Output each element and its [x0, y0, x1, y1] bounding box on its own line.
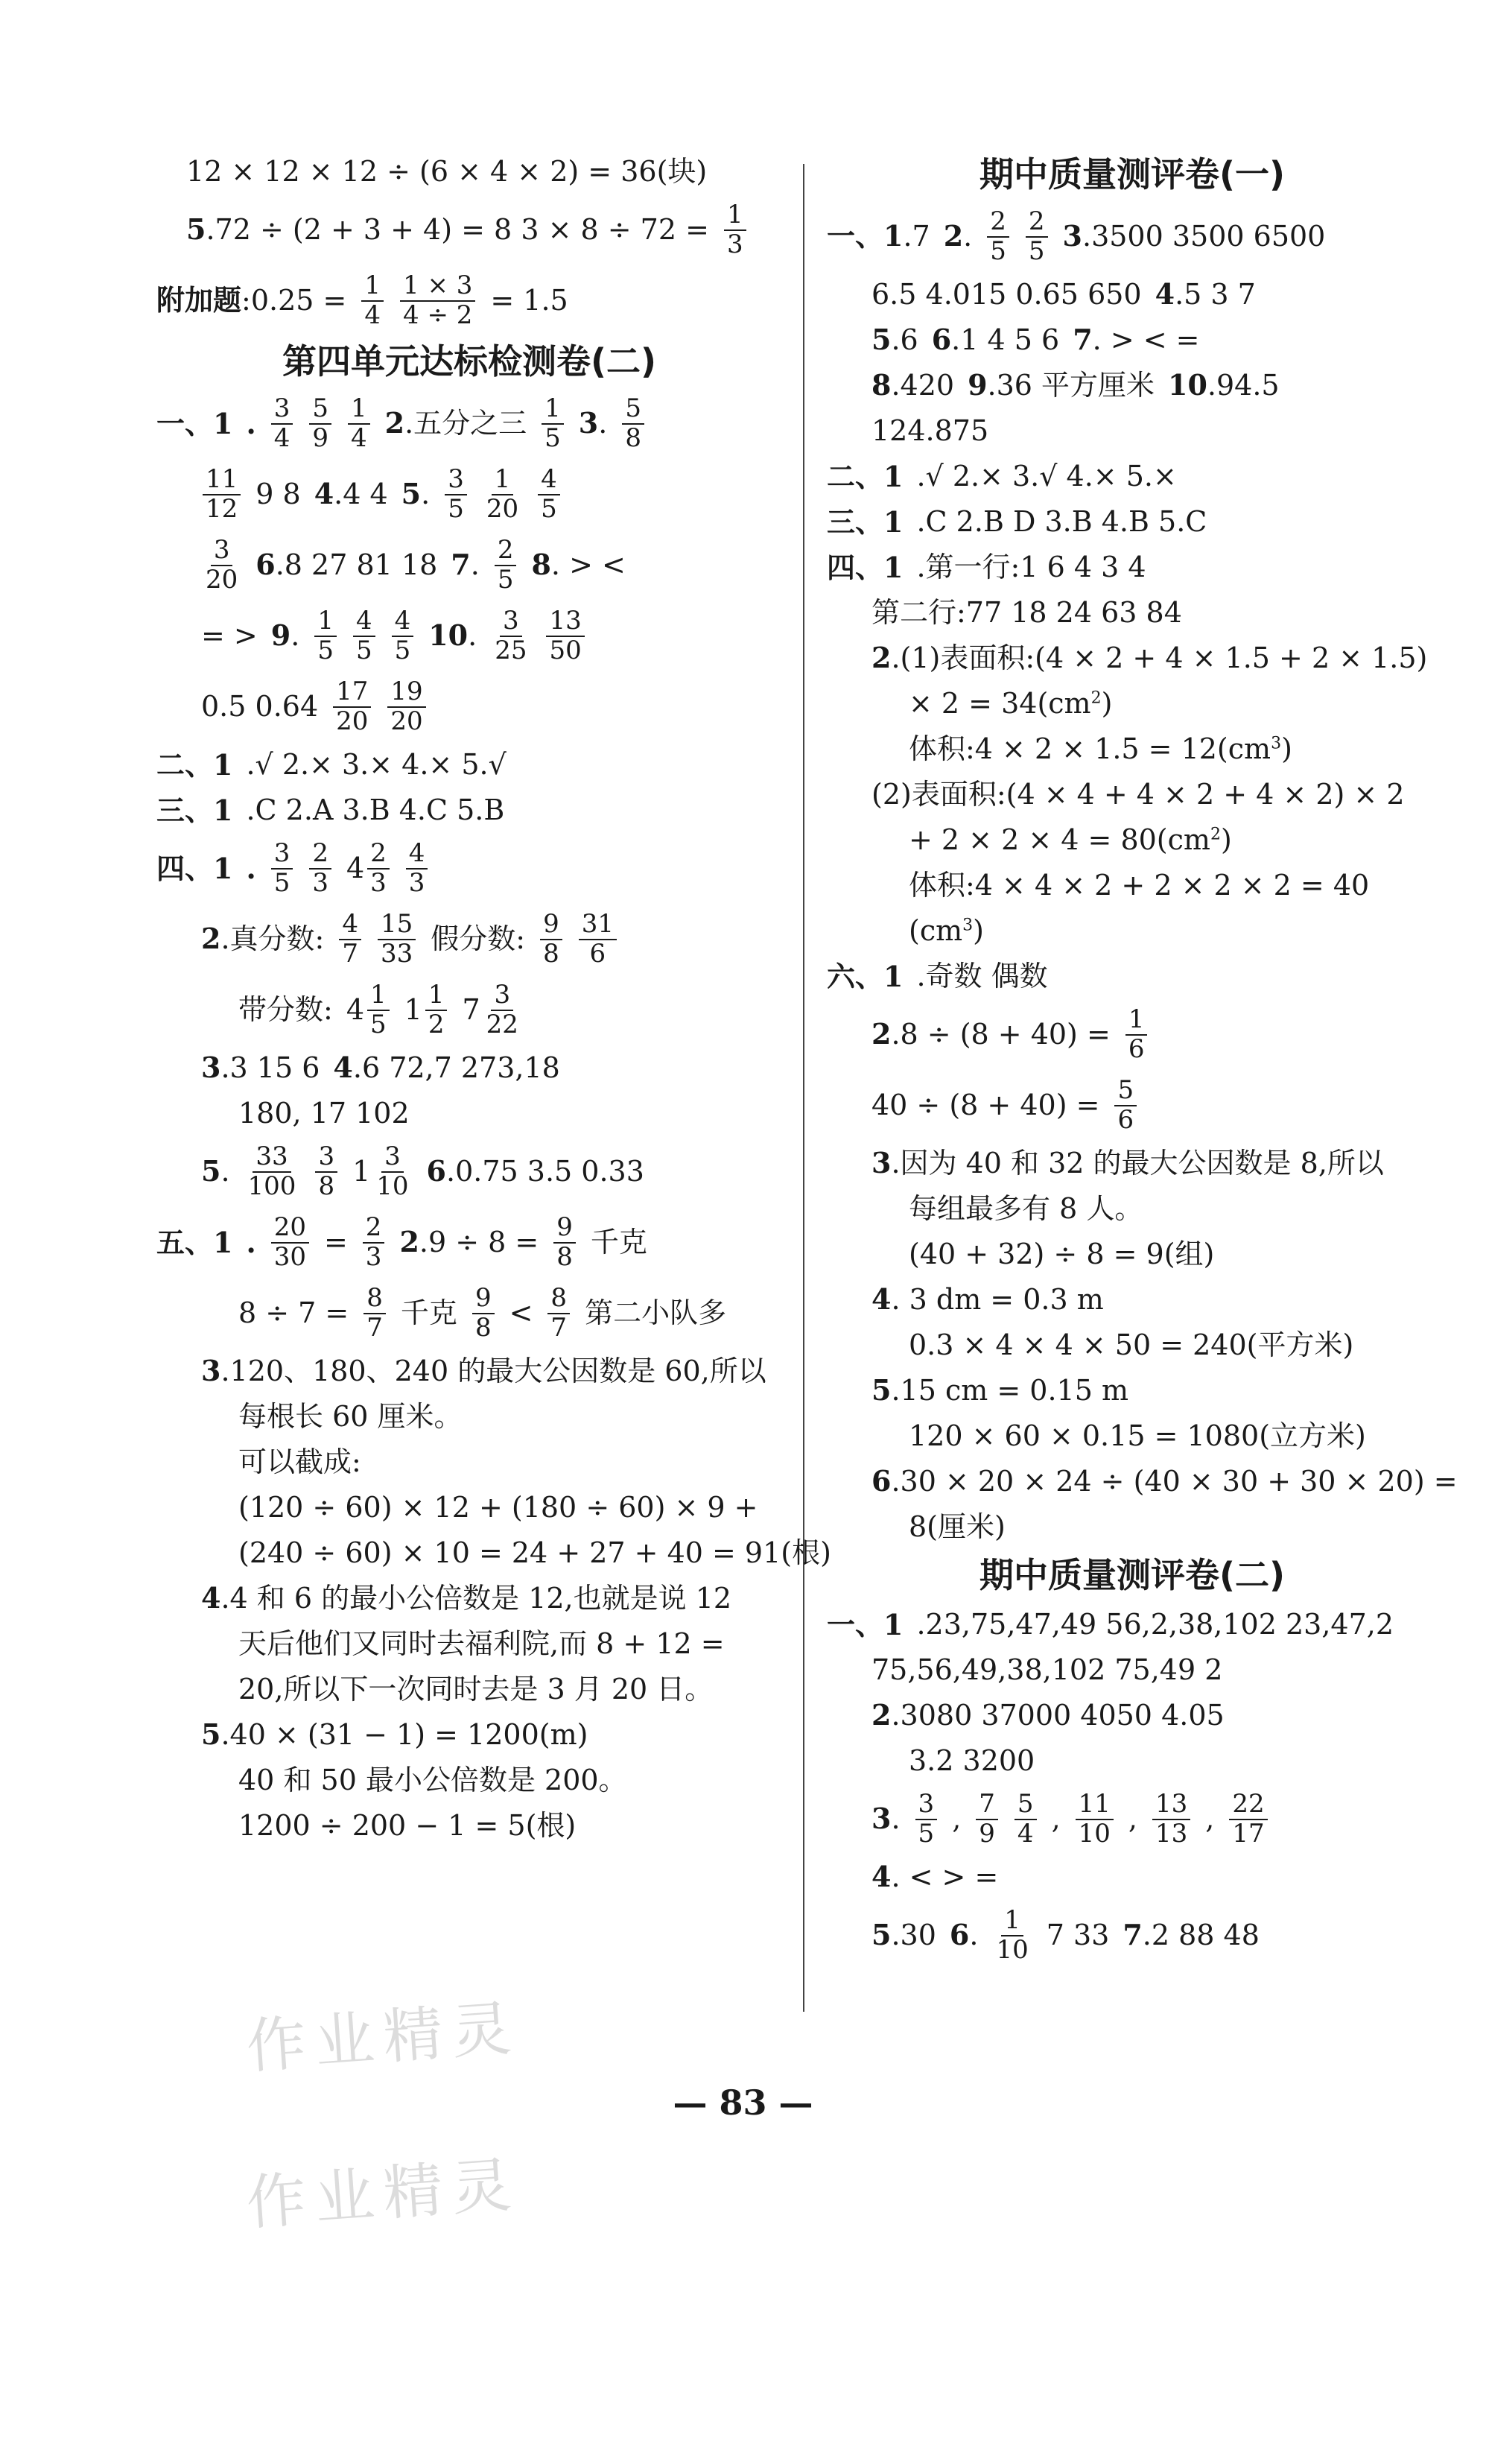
answer-line: 第二行:77 18 24 63 84 — [871, 595, 1182, 629]
answer-line: 2.3080 37000 4050 4.05 — [871, 1698, 1225, 1732]
answer-line: 四、1 .第一行:1 6 4 3 4 — [827, 550, 1146, 584]
answer-line: 体积:4 × 4 × 2 + 2 × 2 × 2 = 40 — [909, 868, 1370, 902]
answer-line: 40 和 50 最小公倍数是 200。 — [238, 1763, 627, 1796]
answer-line: 120 × 60 × 0.15 = 1080(立方米) — [909, 1419, 1366, 1452]
answer-line: 一、1.7 2. $\frac{2}{5}$ $\frac{2}{5}$ 3.3500 3500 6500 — [827, 206, 1326, 266]
answer-line: 3.2 3200 — [909, 1744, 1035, 1777]
section-title: 期中质量测评卷(一) — [979, 154, 1286, 195]
answer-line: 40 ÷ (8 + 40) = $\frac{5}{6}$ — [827, 1070, 1438, 1141]
left-column — [156, 149, 831, 1849]
answer-line: 3.3 15 6 4.6 72,7 273,18 — [201, 1051, 560, 1085]
answer-line: 2.8 ÷ (8 + 40) = $\frac{1}{6}$ — [827, 999, 1438, 1070]
answer-line: 体积:4 × $2 \times 1.5 = 12(cm^3)$ — [909, 732, 1292, 765]
answer-line: 4.4 和 6 的最小公倍数是 12,也就是说 12 — [201, 1581, 732, 1615]
answer-line: 二、1 .√ 2.× 3.× 4.× 5.√ — [156, 747, 507, 782]
answer-line: 1200 ÷ 200 − 1 = 5(根) — [238, 1808, 577, 1842]
bonus-question: 附加题:0.25 = $\frac{1}{4}$ $\frac{1 \times 3}{4 \div 2}$ = 1.5 — [156, 270, 568, 330]
answer-line: 0.5 0.64 $\frac{17}{20}$ $\frac{19}{20}$ — [156, 671, 782, 742]
fraction: $\frac{1}{3}$ — [724, 201, 746, 259]
answer-line: $\frac{11}{12}$ 9 8 4.4 4 5. $\frac{3}{5}$ $\frac{1}{20}$ $\frac{4}{5}$ — [156, 459, 782, 530]
answer-line: + $2 \times 2 \times 4 = 80(cm^2)$ — [909, 823, 1232, 856]
answer-line: 六、1 .奇数 偶数 — [827, 959, 1048, 993]
answer-line: $(cm^3)$ — [909, 913, 984, 947]
answer-line: 180, 17 102 — [238, 1096, 410, 1130]
answer-line: 4. < > = — [871, 1860, 999, 1894]
answer-line: 5.72 ÷ (2 + 3 + 4) = 8 3 × 8 ÷ 72 = $\frac{1}{3}$ — [156, 194, 782, 265]
answer-line: 可以截成: — [238, 1445, 361, 1478]
answer-line: $\frac{3}{20}$ 6.8 27 81 18 7. $\frac{2}{5}$ 8. > < — [206, 535, 626, 595]
answer-line: 6.5 4.015 0.65 650 4.5 3 7 — [871, 277, 1256, 311]
answer-line: 5.40 × (31 − 1) = 1200(m) — [201, 1717, 588, 1752]
answer-line: 5.15 cm = 0.15 m — [871, 1373, 1128, 1407]
answer-line: 124.875 — [871, 414, 989, 447]
page-number: — 83 — — [673, 2083, 813, 2123]
answer-line: 四、1 . $\frac{3}{5}$ $\frac{2}{3}$ 4 $\frac{2}{3}$ $\frac{4}{3}$ — [156, 833, 782, 904]
answer-line: (120 ÷ 60) × 12 + (180 ÷ 60) × 9 + — [238, 1490, 758, 1524]
answer-line: 8(厘米) — [909, 1510, 1006, 1543]
answer-line: 2.真分数: $\frac{4}{7}$ $\frac{15}{33}$ 假分数: $\frac{9}{8}$ $\frac{31}{6}$ — [156, 904, 782, 975]
watermark: 作业精灵 — [244, 1993, 523, 2082]
answer-line: 一、1 . $\frac{3}{4}$ $\frac{5}{9}$ $\frac{1}{4}$ 2.五分之三 $\frac{1}{5}$ 3. $\frac{5}{8}$ — [156, 388, 782, 459]
answer-line: 3. $\frac{3}{5}$ , $\frac{7}{9}$ $\frac{5}{4}$ , $\frac{11}{10}$ , $\frac{13}{13}$ , $\frac{22}{17}$ — [827, 1784, 1438, 1855]
answer-line: 12 × 12 × 12 ÷ (6 × 4 × 2) = 36(块) — [186, 154, 708, 188]
right-column — [827, 149, 1458, 1971]
watermark: 作业精灵 — [244, 2150, 523, 2238]
answer-line: 3.因为 40 和 32 的最大公因数是 8,所以 — [871, 1146, 1384, 1180]
answer-line: 0.3 × 4 × 4 × 50 = 240(平方米) — [909, 1328, 1354, 1361]
answer-line: (40 + 32) ÷ 8 = 9(组) — [909, 1237, 1215, 1270]
answer-line: 5. $\frac{33}{100}$ $\frac{3}{8}$ 1 $\frac{3}{10}$ 6.0.75 3.5 0.33 — [201, 1141, 644, 1201]
answer-line: 每组最多有 8 人。 — [909, 1191, 1143, 1225]
answer-line: 6.30 × 20 × 24 ÷ (40 × 30 + 30 × 20) = — [871, 1464, 1458, 1498]
answer-line: 三、1 .C 2.A 3.B 4.C 5.B — [156, 793, 505, 827]
answer-line: 带分数: 4 $\frac{1}{5}$ 1 $\frac{1}{2}$ 7 $\frac{3}{22}$ — [238, 980, 518, 1039]
answer-line: (240 ÷ 60) × 10 = 24 + 27 + 40 = 91(根) — [238, 1536, 831, 1569]
answer-line: 5.30 6. $\frac{1}{10}$ 7 33 7.2 88 48 — [871, 1905, 1260, 1965]
answer-line: × $2 = 34(cm^2)$ — [909, 686, 1113, 720]
answer-line: 20,所以下一次同时去是 3 月 20 日。 — [238, 1672, 714, 1706]
section-title: 第四单元达标检测卷(二) — [282, 341, 657, 382]
answer-line: 4. 3 dm = 0.3 m — [871, 1282, 1104, 1317]
answer-line: = > 9. $\frac{1}{5}$ $\frac{4}{5}$ $\frac{4}{5}$ 10. $\frac{3}{25}$ $\frac{13}{50}$ — [156, 601, 782, 671]
answer-line: 3.120、180、240 的最大公因数是 60,所以 — [201, 1354, 766, 1388]
answer-line: 天后他们又同时去福利院,而 8 + 12 = — [238, 1627, 725, 1660]
answer-line: 75,56,49,38,102 75,49 2 — [871, 1653, 1223, 1686]
answer-line: 二、1 .√ 2.× 3.√ 4.× 5.× — [827, 459, 1177, 493]
answer-line: 8.420 9.36 平方厘米 10.94.5 — [871, 368, 1280, 402]
answer-line: 8 ÷ 7 = $\frac{8}{7}$ 千克 $\frac{9}{8}$ < $\frac{8}{7}$ 第二小队多 — [238, 1283, 727, 1343]
answer-line: 每根长 60 厘米。 — [238, 1399, 463, 1433]
answer-line: (2)表面积:(4 × 4 + 4 × 2 + 4 × 2) × 2 — [871, 777, 1405, 811]
answer-line: 五、1 . $\frac{20}{30}$ = $\frac{2}{3}$ 2.9 ÷ 8 = $\frac{9}{8}$ 千克 — [156, 1212, 647, 1272]
answer-line: 三、1 .C 2.B D 3.B 4.B 5.C — [827, 504, 1207, 539]
column-divider — [803, 164, 804, 2012]
section-title: 期中质量测评卷(二) — [979, 1555, 1286, 1596]
answer-line: 一、1 .23,75,47,49 56,2,38,102 23,47,2 — [827, 1607, 1394, 1641]
answer-line: 2.(1)表面积:(4 × 2 + 4 × 1.5 + 2 × 1.5) — [871, 641, 1428, 675]
answer-line: 5.6 6.1 4 5 6 7. > < = — [871, 323, 1200, 357]
